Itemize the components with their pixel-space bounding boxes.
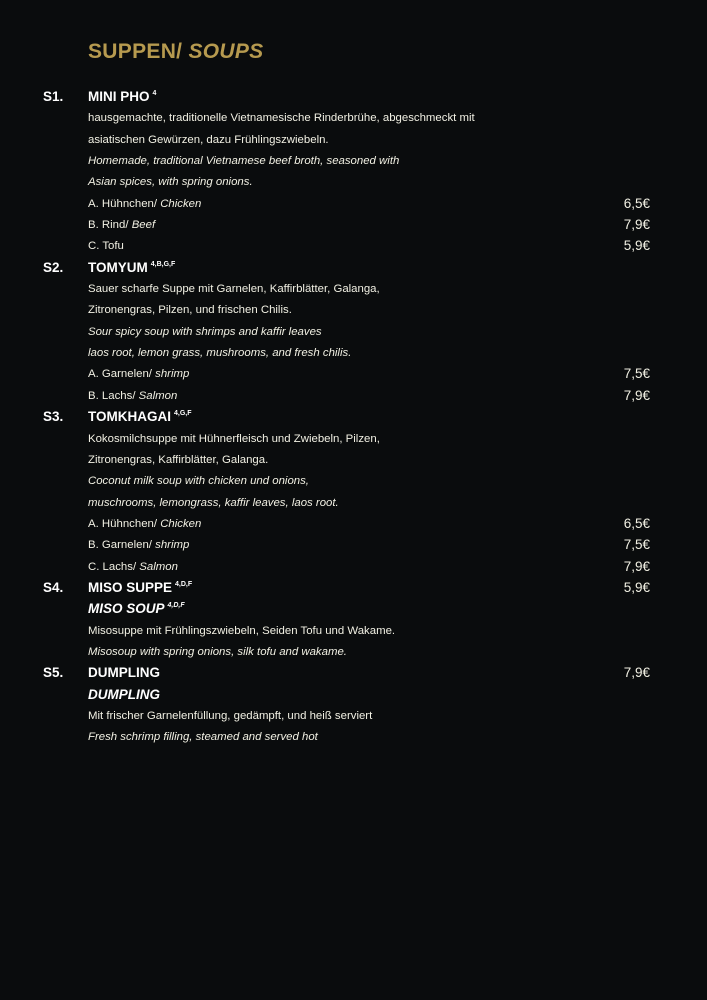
option-row <box>0 215 707 236</box>
option-label: B. Lachs/ Salmon <box>88 389 178 402</box>
option-row <box>0 236 707 257</box>
desc-line: Misosuppe mit Frühlingszwiebeln, Seiden Tofu und Wakame. <box>88 624 396 637</box>
desc-line: Mit frischer Garnelenfüllung, gedämpft, und heiß serviert <box>88 709 373 722</box>
desc-line: Kokosmilchsuppe mit Hühnerfleisch und Zwiebeln, Pilzen, <box>88 432 380 445</box>
dish-name-en: MISO SOUP $^{4,D,F}$ <box>88 601 185 617</box>
price: 7,9€ <box>623 558 650 574</box>
allergen-codes: 4,B,G,F <box>150 260 176 268</box>
desc-line-en: Coconut milk soup with chicken und onions, <box>88 475 309 488</box>
title-en: SOUPS <box>188 40 264 63</box>
dish-name: TOMKHAGAI $^{4,G,F}$ <box>88 409 192 425</box>
option-row <box>0 535 707 556</box>
dish-code: S3. <box>43 409 64 425</box>
price: 7,9€ <box>623 665 650 681</box>
dish-code: S4. <box>43 579 64 595</box>
desc-line: Sauer scharfe Suppe mit Garnelen, Kaffirblätter, Galanga, <box>88 283 380 296</box>
desc-line-en: Sour spicy soup with shrimps and kaffir leaves <box>88 325 322 338</box>
price: 7,5€ <box>623 537 650 553</box>
title-de: SUPPEN/ <box>88 40 183 63</box>
option-label: B. Rind/ Beef <box>88 219 156 232</box>
dish-name: MINI PHO $^4$ <box>88 89 157 104</box>
desc-line-en: Homemade, traditional Vietnamese beef broth, seasoned with <box>88 155 400 168</box>
desc-line: asiatischen Gewürzen, dazu Frühlingszwiebeln. <box>88 133 329 146</box>
option-row <box>0 557 707 578</box>
dish-name-en: DUMPLING <box>88 686 160 702</box>
price: 7,9€ <box>623 387 650 403</box>
page-title <box>88 40 263 64</box>
option-label: A. Garnelen/ shrimp <box>88 368 190 381</box>
dish-header <box>0 87 707 108</box>
allergen-codes: 4,G,F <box>174 410 192 418</box>
price: 6,5€ <box>623 195 650 211</box>
desc-line: Zitronengras, Kaffirblätter, Galanga. <box>88 453 269 466</box>
desc-line-en: Asian spices, with spring onions. <box>88 176 253 189</box>
desc-line: Zitronengras, Pilzen, und frischen Chilis. <box>88 304 292 317</box>
dish-code: S1. <box>43 89 64 104</box>
price: 7,5€ <box>623 366 650 382</box>
option-label: C. Lachs/ Salmon <box>88 560 178 573</box>
dish-header <box>0 407 707 428</box>
dish-header <box>0 578 707 599</box>
dish-name-en-row <box>0 599 707 620</box>
dish-code: S2. <box>43 259 64 275</box>
price: 7,9€ <box>623 217 650 233</box>
dish-header <box>0 663 707 684</box>
desc-line-en: muschrooms, lemongrass, kaffir leaves, laos root. <box>88 496 339 509</box>
dish-name: MISO SUPPE $^{4,D,F}$ <box>88 579 193 595</box>
dish-code: S5. <box>43 665 64 681</box>
option-label: A. Hühnchen/ Chicken <box>88 197 202 210</box>
option-row <box>0 386 707 407</box>
dish-name: DUMPLING <box>88 665 160 681</box>
option-row <box>0 364 707 385</box>
price: 5,9€ <box>623 238 650 254</box>
price: 5,9€ <box>623 579 650 595</box>
dish-header <box>0 258 707 279</box>
allergen-codes: 4,D,F <box>167 602 185 610</box>
allergen-codes: 4,D,F <box>175 580 193 588</box>
dish-name-en-row <box>0 685 707 706</box>
allergen-codes: 4 <box>152 90 157 97</box>
soup-menu <box>0 87 707 749</box>
option-row <box>0 194 707 215</box>
desc-line-en: laos root, lemon grass, mushrooms, and fresh chilis. <box>88 347 352 360</box>
desc-line-en: Misosoup with spring onions, silk tofu and wakame. <box>88 645 347 658</box>
dish-name: TOMYUM $^{4,B,G,F}$ <box>88 259 176 275</box>
desc-line: hausgemachte, traditionelle Vietnamesische Rinderbrühe, abgeschmeckt mit <box>88 112 475 125</box>
price: 6,5€ <box>623 515 650 531</box>
option-label: A. Hühnchen/ Chicken <box>88 517 202 530</box>
option-label: C. Tofu <box>88 240 124 253</box>
option-label: B. Garnelen/ shrimp <box>88 539 190 552</box>
desc-line-en: Fresh schrimp filling, steamed and served hot <box>88 731 318 744</box>
option-row <box>0 514 707 535</box>
